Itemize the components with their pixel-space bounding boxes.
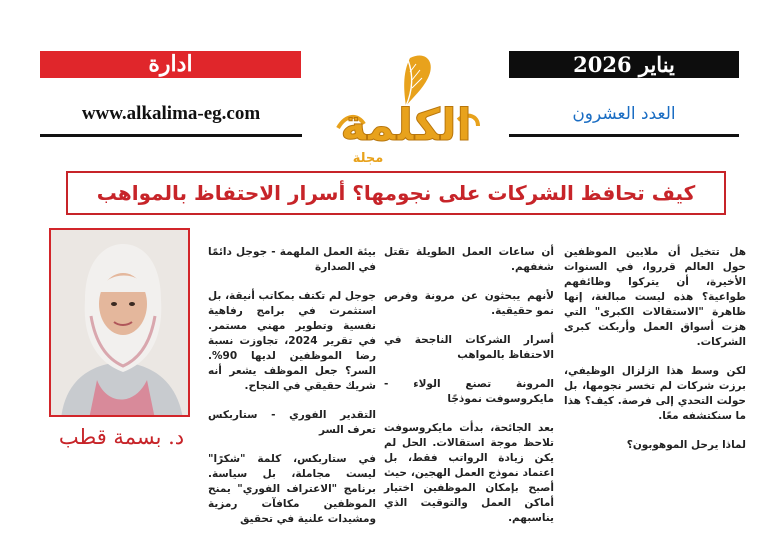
column-paragraph: التقدير الفوري - ستاربكس تعرف السر [208,409,376,436]
column-paragraph: لأنهم يبحثون عن مرونة وفرص نمو حقيقية. [384,290,554,317]
magazine-logo [318,50,494,168]
author-name: د. بسمة قطب [58,425,185,449]
logo-subtext: مجلة [352,151,384,166]
column-paragraph: لكن وسط هذا الزلزال الوظيفي، برزت شركات لم تخسر نجومها، بل حولت التحدي إلى فرصة. كيف؟ هذا ما سنكتشفه معًا. [564,365,746,422]
column-paragraph: هل تتخيل أن ملايين الموظفين حول العالم قرروا، في السنوات الأخيرة، أن يتركوا وظائفهم طواعية؟ هذه ليست مبالغة، إنها ظاهرة "الاستقالات الكبرى" التي هزت أسواق العمل وأربكت كبرى الشركات. [564,246,746,348]
website-url[interactable]: www.alkalima-eg.com [81,103,261,124]
article-column-2 [384,245,554,540]
header-rule-right [509,134,739,137]
issue-date: يناير 2026 [509,51,739,78]
article-column-1 [564,245,746,467]
column-paragraph: في ستاربكس، كلمة "شكرًا" ليست مجاملة، بل سياسة. برنامج "الاعتراف الفوري" يمنح الموظفين مكافآت رمزية ومشيدات علنية في تحقيق [208,453,376,525]
logo-text: الكلمة [340,100,472,151]
issue-number: العدد العشرون [572,104,676,124]
article-title: كيف تحافظ الشركات على نجومها؟ أسرار الاحتفاظ بالمواهب [66,171,726,215]
column-paragraph: لماذا يرحل الموهوبون؟ [626,439,746,451]
author-portrait-icon [51,230,190,417]
section-label: ادارة [40,51,301,78]
logo-graphic [318,50,494,168]
column-paragraph: أسرار الشركات الناجحة في الاحتفاظ بالمواهب [384,334,554,361]
author-photo [49,228,190,417]
column-paragraph: جوجل لم تكتف بمكاتب أنيقة، بل استثمرت في برامج رفاهية نفسية وتطوير مهني مستمر. في تقرير 2024، تجاوزت نسبة رضا الموظفين لديها 90%. السر؟ جعل الموظف يشعر أنه شريك حقيقي في النجاح. [208,290,376,392]
column-paragraph: المرونة تصنع الولاء - مايكروسوفت نموذجًا [384,378,554,405]
column-paragraph: بعد الجائحة، بدأت مايكروسوفت تلاحظ موجة استقالات. الحل لم يكن زيادة الرواتب فقط، بل اعتماد نموذج العمل الهجين، حيث أصبح بإمكان الموظفين اختيار أماكن العمل والتوقيت الذي يناسبهم. [384,422,554,524]
column-paragraph: أن ساعات العمل الطويلة تقتل شغفهم. [384,246,554,273]
header-rule-left [40,134,302,137]
article-column-3 [208,245,376,541]
column-paragraph: بيئة العمل الملهمة - جوجل دائمًا في الصدارة [208,246,376,273]
